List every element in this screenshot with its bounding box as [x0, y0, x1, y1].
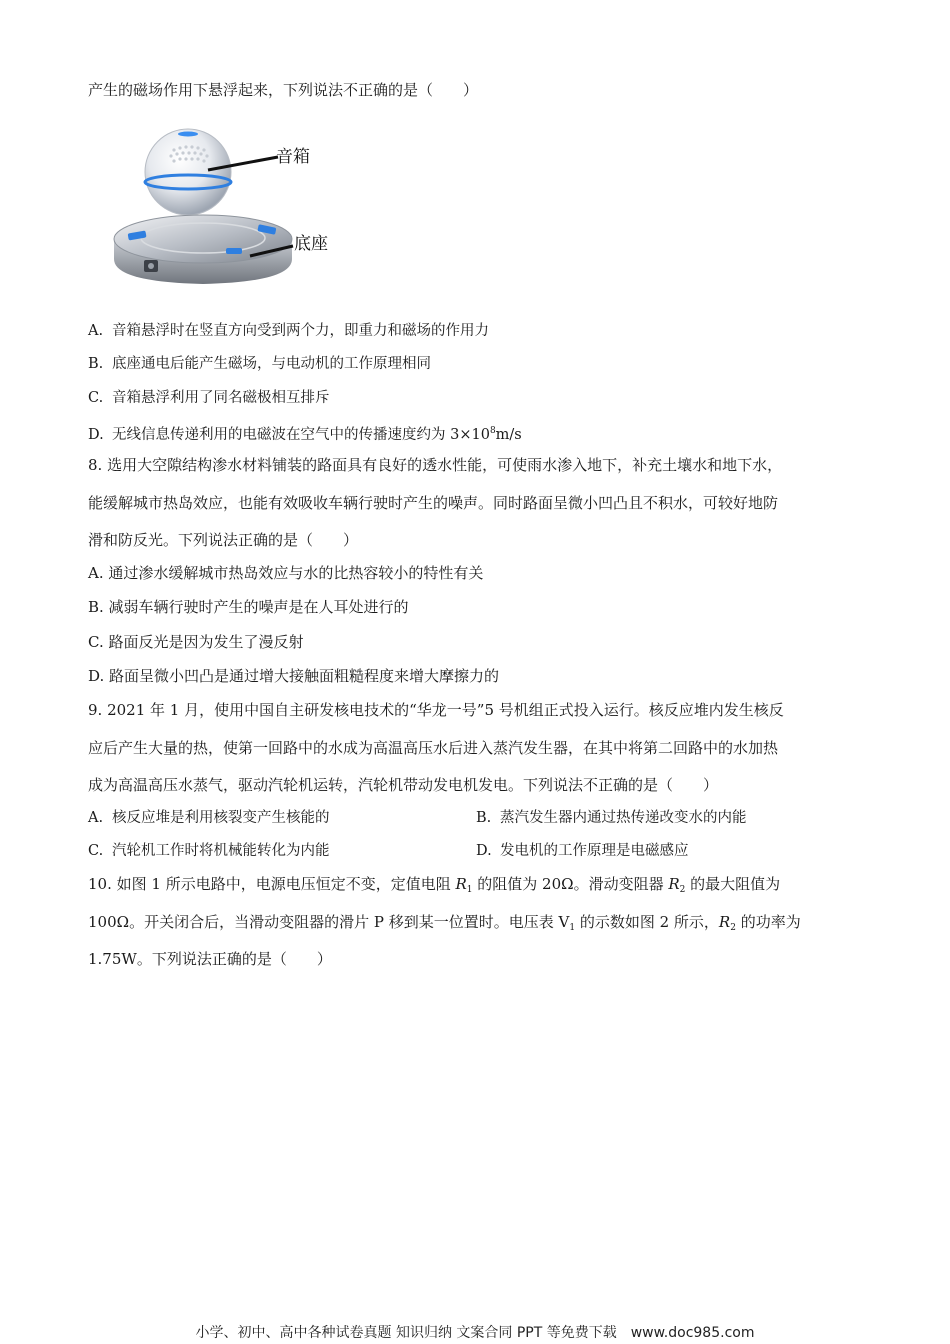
speaker-sphere — [145, 129, 231, 215]
question-7-stem-tail: 产生的磁场作用下悬浮起来，下列说法不正确的是（ ） — [88, 81, 479, 99]
q8-stem-line-1: 8. 选用大空隙结构渗水材料铺装的路面具有良好的透水性能，可使雨水渗入地下，补充土壤水和地下水， — [88, 456, 783, 474]
q8-option-a: A. 通过渗水缓解城市热岛效应与水的比热容较小的特性有关 — [88, 564, 484, 582]
q9-option-c — [88, 841, 330, 861]
q9-option-b-text: 蒸汽发生器内通过热传递改变水的内能 — [500, 810, 747, 826]
q8-stem-line-3: 滑和防反光。下列说法正确的是（ ） — [88, 531, 359, 549]
q9-option-d-letter: D. — [476, 843, 492, 859]
q10-stem-line-3: 1.75W。下列说法正确的是（ ） — [88, 950, 332, 968]
q10-line1-part-a: 10. 如图 1 所示电路中，电源电压恒定不变，定值电阻 — [88, 875, 456, 893]
q10-v1-subscript: 1 — [569, 923, 576, 933]
q9-option-c-letter: C. — [88, 843, 104, 859]
q7-option-a — [88, 321, 489, 341]
q10-stem-line-1 — [88, 874, 780, 900]
q7-option-d-letter: D. — [88, 427, 104, 443]
q7-option-d-exponent: 8 — [489, 426, 496, 436]
q7-option-a-letter: A. — [88, 323, 104, 339]
q7-option-b-letter: B. — [88, 356, 104, 372]
q10-r1-subscript: 1 — [466, 885, 473, 895]
q9-option-d-text: 发电机的工作原理是电磁感应 — [500, 843, 689, 859]
q7-option-b — [88, 354, 431, 374]
q10-line2-part-c: 的功率为 — [735, 913, 801, 931]
q9-option-a-letter: A. — [88, 810, 104, 826]
base-label: 底座 — [294, 234, 328, 254]
q7-option-d — [88, 421, 522, 445]
q7-option-d-unit: m/s — [495, 427, 522, 443]
q9-stem-line-1: 9. 2021 年 1 月，使用中国自主研发核电技术的“华龙一号”5 号机组正式投入运行。核反应堆内发生核反 — [88, 701, 784, 719]
q9-option-d — [476, 841, 689, 861]
q10-line2-part-a: 100Ω。开关闭合后，当滑动变阻器的滑片 P 移到某一位置时。电压表 V — [88, 913, 570, 931]
q9-option-c-text: 汽轮机工作时将机械能转化为内能 — [112, 843, 330, 859]
q7-option-a-text: 音箱悬浮时在竖直方向受到两个力，即重力和磁场的作用力 — [112, 323, 489, 339]
q9-option-b-letter: B. — [476, 810, 492, 826]
page-footer: 小学、初中、高中各种试卷真题 知识归纳 文案合同 PPT 等免费下载 www.doc985.com — [195, 1325, 755, 1341]
base-platform — [114, 215, 292, 284]
q10-r2-subscript-2: 2 — [730, 923, 736, 933]
q8-stem-line-2: 能缓解城市热岛效应，也能有效吸收车辆行驶时产生的噪声。同时路面呈微小凹凸且不积水，可较好地防 — [88, 494, 779, 512]
q9-option-a-text: 核反应堆是利用核裂变产生核能的 — [112, 810, 330, 826]
q10-r1-symbol: R — [455, 875, 467, 893]
q10-r2-symbol-2: R — [718, 913, 731, 931]
q7-option-c-text: 音箱悬浮利用了同名磁极相互排斥 — [112, 390, 330, 406]
q10-line1-part-b: 的阻值为 20Ω。滑动变阻器 — [472, 875, 669, 893]
q9-stem-line-2: 应后产生大量的热，使第一回路中的水成为高温高压水后进入蒸汽发生器，在其中将第二回路中的水加热 — [88, 739, 779, 757]
levitating-speaker-figure — [108, 124, 358, 290]
q7-option-b-text: 底座通电后能产生磁场，与电动机的工作原理相同 — [112, 356, 431, 372]
speaker-label: 音箱 — [276, 147, 310, 167]
q7-option-d-text-pre: 无线信息传递利用的电磁波在空气中的传播速度约为 3×10 — [112, 427, 490, 443]
q10-line2-part-b: 的示数如图 2 所示， — [575, 913, 719, 931]
q8-option-d: D. 路面呈微小凹凸是通过增大接触面粗糙程度来增大摩擦力的 — [88, 667, 500, 685]
q7-option-c — [88, 388, 330, 408]
q9-option-a — [88, 808, 330, 828]
q7-option-c-letter: C. — [88, 390, 104, 406]
q8-option-c: C. 路面反光是因为发生了漫反射 — [88, 633, 304, 651]
q9-option-b — [476, 808, 747, 828]
q8-option-b: B. 减弱车辆行驶时产生的噪声是在人耳处进行的 — [88, 598, 409, 616]
q10-stem-line-2 — [88, 912, 801, 938]
q10-r2-symbol: R — [668, 875, 680, 893]
q10-line1-part-c: 的最大阻值为 — [685, 875, 781, 893]
q10-r2-subscript: 2 — [679, 885, 686, 895]
q9-stem-line-3: 成为高温高压水蒸气，驱动汽轮机运转，汽轮机带动发电机发电。下列说法不正确的是（ ） — [88, 776, 719, 794]
